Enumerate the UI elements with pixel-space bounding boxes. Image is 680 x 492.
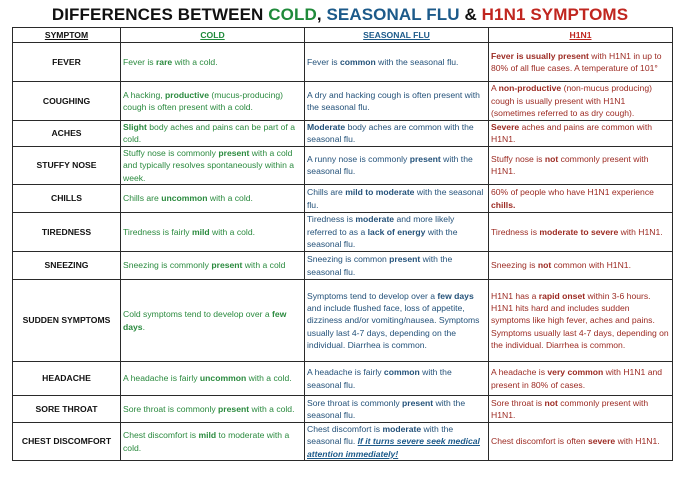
comparison-table [12,27,673,461]
page-title [0,4,680,26]
symptom-cell: HEADACHE [13,362,121,396]
emphasis-text: lack of energy [367,226,426,237]
flu-cell [305,121,489,147]
cell-text: with a cold. [246,373,292,384]
cell-text: with the seasonal flu. [307,397,466,421]
emphasis-text: severe [587,436,616,447]
cold-cell [121,82,305,121]
table-row [13,43,673,82]
cell-text: Fever is [307,56,340,67]
cell-text: with the seasonal flu. [375,56,459,67]
table-row [13,396,673,423]
cold-cell [121,396,305,423]
flu-cell [305,43,489,82]
cell-text: Fever is [123,56,156,67]
cell-text: commonly present with H1N1. [491,397,649,421]
symptom-cell: SNEEZING [13,252,121,280]
cell-text: body aches are common with the seasonal flu. [307,122,474,145]
table-row [13,423,673,461]
cell-text: 60% of people who have H1N1 experience [491,187,654,198]
cold-cell [121,146,305,184]
cell-text: Cold symptoms tend to develop over a [123,309,273,320]
emphasis-text: very common [547,367,604,378]
cell-text: Chest discomfort is often [491,436,588,447]
symptom-cell: TIREDNESS [13,213,121,252]
table-row [13,213,673,252]
cell-text: Sore throat is commonly [123,403,219,414]
emphasis-text: few days [123,309,287,332]
cell-text: Chest discomfort is [123,430,199,441]
cell-text: commonly present with H1N1. [491,154,649,177]
table-row [13,280,673,362]
cell-text: Sneezing is commonly [123,260,212,271]
flu-cell [305,362,489,396]
cell-text: H1N1 has a [491,290,539,301]
cell-text: (mucus-producing) cough is often present with a cold. [123,89,284,112]
emphasis-text: moderate [382,424,422,435]
emphasis-text: non-productive [498,83,562,94]
cell-text: Chills are [123,193,162,204]
title-flu: SEASONAL FLU [326,5,460,24]
cell-text: with a cold [242,260,286,271]
symptom-cell: STUFFY NOSE [13,146,121,184]
flu-cell [305,423,489,461]
emphasis-text: rapid onset [538,290,586,301]
h1n1-cell [489,280,673,362]
header-symptom: SYMPTOM [13,28,121,43]
cell-text: with a cold. [249,403,295,414]
cell-text: body aches and pains can be part of a cold. [123,122,295,145]
cold-cell [121,362,305,396]
cell-text: with a cold. [209,226,255,237]
flu-cell [305,280,489,362]
h1n1-cell [489,121,673,147]
cell-text: with the seasonal flu. [307,424,454,447]
h1n1-cell [489,82,673,121]
table-row [13,185,673,213]
emphasis-text: Moderate [307,122,346,132]
emphasis-text: not [544,397,558,408]
table-header-row [13,28,673,43]
emphasis-text: mild to moderate [345,187,415,198]
emphasis-text: common [383,367,420,378]
h1n1-cell [489,213,673,252]
cell-text: aches and pains are common with H1N1. [491,122,652,145]
symptom-cell: SORE THROAT [13,396,121,423]
emphasis-text: not [537,260,552,271]
h1n1-cell [489,43,673,82]
cold-cell [121,121,305,147]
h1n1-cell [489,396,673,423]
emphasis-text: present [218,403,250,414]
h1n1-cell [489,423,673,461]
cell-text: A headache is fairly [307,367,384,378]
h1n1-cell [489,252,673,280]
cold-cell [121,423,305,461]
cell-text: Stuffy nose is commonly [123,147,219,158]
title-suffix: SYMPTOMS [530,5,629,24]
table-row [13,82,673,121]
cell-text: A headache is fairly [123,373,200,384]
cell-text: Tiredness is [307,214,356,225]
cell-text: Stuffy nose is [491,154,545,165]
header-h1n1: H1N1 [489,28,673,43]
emphasis-text: Severe [491,122,520,132]
cell-text: A runny nose is commonly [307,154,410,165]
cell-text: with the seasonal flu. [307,254,453,277]
title-comma: , [316,5,322,24]
emphasis-text: moderate to severe [539,226,619,237]
header-seasonal-flu: SEASONAL FLU [305,28,489,43]
cell-text: with the seasonal flu. [307,367,452,390]
cell-text: Symptoms tend to develop over a [307,290,438,301]
cell-text: with a cold and typically resolves spontaneously within a week. [123,147,295,183]
emphasis-text: Fever is usually present [491,50,589,61]
h1n1-cell [489,185,673,213]
emphasis-text: present [218,147,250,158]
cell-text: and more likely referred to as a [307,214,455,237]
cell-text: with the seasonal flu. [307,154,473,177]
cell-text: (non-mucus producing) cough is usually present with H1N1 (sometimes referred to as dry cough). [491,83,652,119]
title-h1n1: H1N1 [481,5,526,24]
symptom-cell: FEVER [13,43,121,82]
flu-cell [305,252,489,280]
cell-text: with H1N1. [618,226,663,237]
header-cold: COLD [121,28,305,43]
emphasis-text: present [389,254,421,265]
cell-text: common with H1N1. [551,260,631,271]
table-row [13,146,673,184]
emphasis-text: mild [191,226,210,237]
cell-text: with H1N1 and present in 80% of cases. [491,367,663,390]
cell-text: Tiredness is fairly [123,226,192,237]
emphasis-text: present [402,397,434,408]
emphasis-text: moderate [355,214,395,225]
cell-text: Chills are [307,187,346,198]
emphasis-text: present [211,260,243,271]
cell-text: with the seasonal flu. [307,187,484,210]
cell-text: A hacking, [123,89,166,100]
title-prefix: DIFFERENCES BETWEEN [51,5,264,24]
flu-cell [305,146,489,184]
cell-text: A dry and hacking cough is often present with the seasonal flu. [307,89,480,112]
cell-text: A headache is [491,367,548,378]
cell-text: with a cold. [207,193,253,204]
flu-cell [305,213,489,252]
table-body [13,43,673,461]
cell-text: to moderate with a cold. [123,430,290,453]
emphasis-text: present [409,154,441,165]
cell-text: Chest discomfort is [307,424,383,435]
cell-text: within 3-6 hours. H1N1 hits hard and includes sudden symptoms like high fever, aches and pains. Symptoms usually last 4-7 days, depending on the individual. Diarrhea is common. [491,290,669,351]
flu-cell [305,185,489,213]
flu-cell [305,82,489,121]
seek-medical-attention-link[interactable]: If it turns severe seek medical attention immediately! [307,436,480,459]
flu-cell [305,396,489,423]
cell-text: A [491,83,499,94]
cell-text: Sneezing is common [307,254,390,265]
cold-cell [121,213,305,252]
h1n1-cell [489,362,673,396]
cell-text: with the seasonal flu. [307,226,458,250]
cell-text: Sneezing is [491,260,538,271]
symptom-cell: SUDDEN SYMPTOMS [13,280,121,362]
h1n1-cell [489,146,673,184]
cell-text: with a cold. [172,56,218,67]
cell-text: Sore throat is [491,397,545,408]
cell-text: with H1N1. [615,436,660,447]
cell-text: . [142,321,145,332]
symptom-cell: ACHES [13,121,121,147]
symptom-cell: COUGHING [13,82,121,121]
cell-text: with H1N1 in up to 80% of all flue cases. A temperature of 101° [491,50,662,73]
title-amp: & [464,5,477,24]
emphasis-text: mild [198,430,217,441]
cell-text: Tiredness is [491,226,540,237]
cold-cell [121,43,305,82]
cell-text: and include flushed face, loss of appetite, dizziness and/or vomiting/nausea. Symptoms usually last 4-7 days, depending on the individual. Diarrhea is common. [307,302,480,351]
table-row [13,121,673,147]
emphasis-text: uncommon [199,373,247,384]
table-row [13,252,673,280]
cold-cell [121,280,305,362]
title-cold: COLD [268,5,317,24]
cold-cell [121,185,305,213]
table-row [13,362,673,396]
emphasis-text: chills. [491,199,516,210]
cell-text: Sore throat is commonly [307,397,403,408]
emphasis-text: rare [155,56,173,67]
cold-cell [121,252,305,280]
emphasis-text: Slight [123,122,147,132]
symptom-cell: CHEST DISCOMFORT [13,423,121,461]
symptom-cell: CHILLS [13,185,121,213]
emphasis-text: not [544,154,559,165]
emphasis-text: uncommon [161,193,208,204]
emphasis-text: common [339,56,376,67]
emphasis-text: productive [165,89,209,100]
emphasis-text: few days [437,290,474,301]
